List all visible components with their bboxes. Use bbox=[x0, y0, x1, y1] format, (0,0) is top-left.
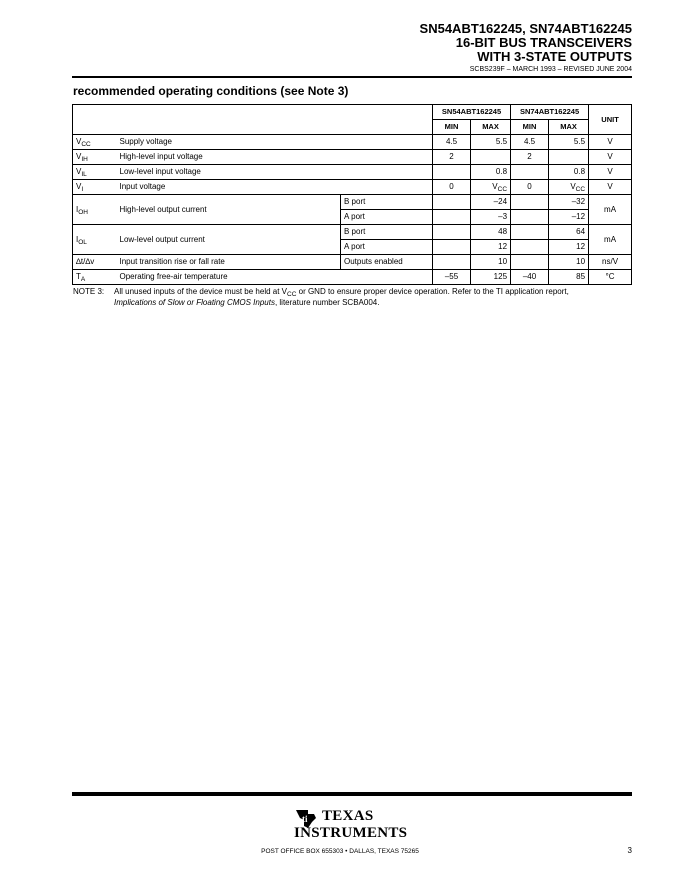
max-header: MAX bbox=[471, 120, 511, 135]
max-header: MAX bbox=[549, 120, 589, 135]
value-cell: $V_{CC}$ bbox=[549, 180, 589, 195]
value-cell bbox=[511, 195, 549, 210]
table-row-vil bbox=[73, 165, 632, 180]
note-label: NOTE 3: bbox=[73, 287, 105, 296]
symbol-cell: $V_I$ bbox=[73, 180, 117, 195]
value-cell: 10 bbox=[471, 255, 511, 270]
device-column-sn54: SN54ABT162245 bbox=[433, 105, 511, 120]
value-cell: –24 bbox=[471, 195, 511, 210]
unit-cell: V bbox=[589, 180, 632, 195]
symbol-cell: $V_{IH}$ bbox=[73, 150, 117, 165]
value-cell bbox=[471, 150, 511, 165]
value-cell bbox=[549, 150, 589, 165]
value-cell bbox=[511, 210, 549, 225]
unit-cell: V bbox=[589, 150, 632, 165]
table-header-row bbox=[73, 105, 632, 120]
condition-cell: B port bbox=[341, 195, 433, 210]
value-cell: –32 bbox=[549, 195, 589, 210]
symbol-cell: ∆t/∆v bbox=[73, 255, 117, 270]
footer-rule bbox=[72, 792, 632, 796]
min-header: MIN bbox=[433, 120, 471, 135]
value-cell bbox=[511, 255, 549, 270]
value-cell: 64 bbox=[549, 225, 589, 240]
value-cell: –40 bbox=[511, 270, 549, 285]
symbol-cell: $V_{CC}$ bbox=[73, 135, 117, 150]
unit-column-header: UNIT bbox=[589, 105, 632, 135]
value-cell bbox=[433, 255, 471, 270]
value-cell: 4.5 bbox=[511, 135, 549, 150]
value-cell: –55 bbox=[433, 270, 471, 285]
value-cell: 5.5 bbox=[549, 135, 589, 150]
value-cell: 0 bbox=[511, 180, 549, 195]
description-cell: High-level input voltage bbox=[117, 150, 433, 165]
footer-address: POST OFFICE BOX 655303 • DALLAS, TEXAS 75265 bbox=[261, 848, 419, 855]
value-cell: –12 bbox=[549, 210, 589, 225]
note-text: All unused inputs of the device must be held at $V_{CC}$ or GND to ensure proper device operation. Refer to the TI application report, Implications of Slow or Floating CMOS Inputs, literature number SCBA004. bbox=[114, 287, 569, 307]
value-cell: 0 bbox=[433, 180, 471, 195]
value-cell: 5.5 bbox=[471, 135, 511, 150]
table-row-vih bbox=[73, 150, 632, 165]
description-cell: Input voltage bbox=[117, 180, 433, 195]
description-cell: High-level output current bbox=[117, 195, 341, 225]
device-column-sn74: SN74ABT162245 bbox=[511, 105, 589, 120]
header-rule bbox=[72, 76, 632, 78]
value-cell: –3 bbox=[471, 210, 511, 225]
value-cell: 85 bbox=[549, 270, 589, 285]
recommended-operating-conditions-table bbox=[72, 104, 632, 285]
condition-cell: B port bbox=[341, 225, 433, 240]
page-number: 3 bbox=[627, 846, 632, 855]
value-cell: 2 bbox=[511, 150, 549, 165]
description-cell: Input transition rise or fall rate bbox=[117, 255, 341, 270]
texas-instruments-logo bbox=[294, 806, 414, 844]
value-cell bbox=[511, 225, 549, 240]
condition-cell: Outputs enabled bbox=[341, 255, 433, 270]
condition-cell: A port bbox=[341, 210, 433, 225]
value-cell: 4.5 bbox=[433, 135, 471, 150]
value-cell: 10 bbox=[549, 255, 589, 270]
value-cell: 12 bbox=[549, 240, 589, 255]
document-header bbox=[420, 22, 632, 75]
symbol-cell: $I_{OH}$ bbox=[73, 195, 117, 225]
symbol-cell: $I_{OL}$ bbox=[73, 225, 117, 255]
value-cell: 48 bbox=[471, 225, 511, 240]
symbol-cell: $V_{IL}$ bbox=[73, 165, 117, 180]
value-cell bbox=[433, 165, 471, 180]
value-cell: 12 bbox=[471, 240, 511, 255]
unit-cell: V bbox=[589, 165, 632, 180]
value-cell bbox=[511, 165, 549, 180]
description-cell: Low-level input voltage bbox=[117, 165, 433, 180]
header-line-2: 16-BIT BUS TRANSCEIVERS bbox=[455, 35, 632, 50]
unit-cell: mA bbox=[589, 195, 632, 225]
table-row-dtdv bbox=[73, 255, 632, 270]
description-cell: Low-level output current bbox=[117, 225, 341, 255]
logo-line-1: TEXAS bbox=[322, 808, 374, 824]
table-row-iol-b bbox=[73, 225, 632, 240]
unit-cell: ns/V bbox=[589, 255, 632, 270]
condition-cell: A port bbox=[341, 240, 433, 255]
value-cell bbox=[511, 240, 549, 255]
svg-text:ti: ti bbox=[302, 814, 308, 824]
min-header: MIN bbox=[511, 120, 549, 135]
value-cell: $V_{CC}$ bbox=[471, 180, 511, 195]
value-cell bbox=[433, 210, 471, 225]
note-3 bbox=[73, 286, 633, 308]
value-cell bbox=[433, 195, 471, 210]
description-cell: Operating free-air temperature bbox=[117, 270, 433, 285]
value-cell bbox=[433, 240, 471, 255]
value-cell: 0.8 bbox=[549, 165, 589, 180]
table-row-vcc bbox=[73, 135, 632, 150]
header-line-1: SN54ABT162245, SN74ABT162245 bbox=[419, 21, 632, 36]
value-cell: 125 bbox=[471, 270, 511, 285]
section-title: recommended operating conditions (see Note 3) bbox=[73, 84, 349, 98]
value-cell: 0.8 bbox=[471, 165, 511, 180]
logo-line-2: INSTRUMENTS bbox=[294, 825, 408, 841]
value-cell bbox=[433, 225, 471, 240]
value-cell: 2 bbox=[433, 150, 471, 165]
symbol-cell: $T_A$ bbox=[73, 270, 117, 285]
table-row-ioh-b bbox=[73, 195, 632, 210]
table-row-ta bbox=[73, 270, 632, 285]
unit-cell: mA bbox=[589, 225, 632, 255]
document-reference: SCBS239F – MARCH 1993 – REVISED JUNE 2004 bbox=[469, 66, 632, 73]
note-reference-title: Implications of Slow or Floating CMOS Inputs bbox=[114, 298, 275, 307]
table-row-vi bbox=[73, 180, 632, 195]
unit-cell: °C bbox=[589, 270, 632, 285]
header-line-3: WITH 3-STATE OUTPUTS bbox=[477, 49, 632, 64]
description-cell: Supply voltage bbox=[117, 135, 433, 150]
unit-cell: V bbox=[589, 135, 632, 150]
